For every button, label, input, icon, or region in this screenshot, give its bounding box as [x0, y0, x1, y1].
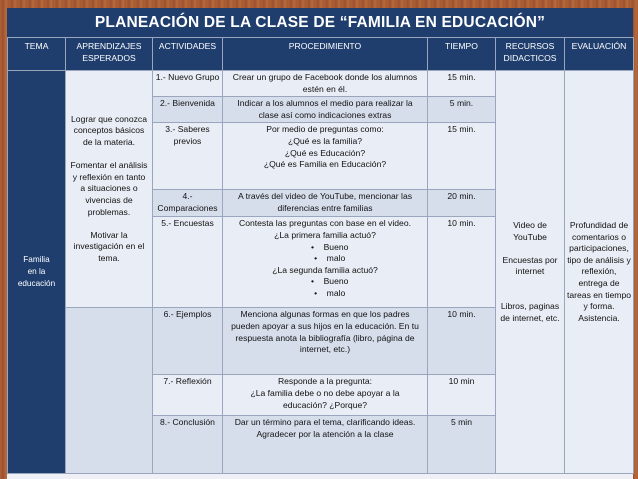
lesson-plan-table [7, 37, 634, 474]
procedimiento-cell [223, 97, 428, 123]
evaluacion-line: comentarios o [572, 231, 626, 242]
aprendizajes-line: Motivar la [90, 229, 128, 240]
aprendizajes-empty-cell [66, 308, 153, 474]
tiempo-cell: 10 min. [428, 308, 496, 375]
procedimiento-line: A través del video de YouTube, mencionar las [237, 191, 413, 202]
actividad-label: previos [173, 135, 202, 146]
evaluacion-line: tareas en tiempo [567, 289, 632, 300]
header-tiempo: TIEMPO [428, 38, 496, 71]
recursos-line: YouTube [513, 231, 547, 242]
bullet-item [225, 276, 425, 288]
header-tema: TEMA [8, 38, 66, 71]
tiempo-cell: 15 min. [428, 123, 496, 190]
actividad-label: 8.- Conclusión [160, 417, 215, 428]
evaluacion-line: y forma. [583, 301, 615, 312]
procedimiento-line: diferencias entre familias [277, 202, 373, 213]
tiempo-cell: 10 min [428, 375, 496, 416]
actividad-cell [153, 71, 223, 97]
tema-cell [8, 71, 66, 474]
aprendizajes-line: investigación en el [73, 241, 145, 252]
tiempo-cell: 5 min. [428, 97, 496, 123]
procedimiento-cell [223, 375, 428, 416]
procedimiento-line: Menciona algunas formas en que los padres [240, 309, 410, 320]
procedimiento-line: Dar un término para el tema, clarificando ideas. [234, 417, 416, 428]
recursos-line: Libros, paginas [500, 301, 560, 312]
aprendizajes-line: Fomentar el análisis [70, 160, 148, 171]
bullet-item [225, 288, 425, 300]
bullet-item [225, 242, 425, 254]
actividad-cell [153, 308, 223, 375]
tiempo-cell: 5 min [428, 416, 496, 474]
header-evaluacion: EVALUACIÓN [565, 38, 634, 71]
bullet-icon: • [314, 287, 318, 298]
bullet-icon: • [314, 253, 318, 264]
evaluacion-cell [565, 71, 634, 474]
evaluacion-line: Asistencia. [578, 312, 620, 323]
header-recursos-line: RECURSOS [505, 41, 555, 51]
aprendizajes-line: conceptos básicos [73, 125, 145, 136]
evaluacion-line: participaciones, [569, 243, 629, 254]
procedimiento-line: Indicar a los alumnos el medio para realizar la [237, 98, 413, 109]
aprendizajes-line: de la materia. [82, 137, 136, 148]
actividad-cell [153, 416, 223, 474]
header-aprendizajes-line: APRENDIZAJES [76, 41, 142, 51]
bullet-label: malo [326, 253, 346, 264]
actividad-label: 1.- Nuevo Grupo [155, 72, 220, 82]
aprendizajes-line: tema. [98, 252, 120, 263]
slide-title: PLANEACIÓN DE LA CLASE DE “FAMILIA EN EDUCACIÓN” [7, 8, 633, 37]
header-aprendizajes-line: ESPERADOS [82, 52, 136, 63]
header-aprendizajes [66, 38, 153, 71]
procedimiento-cell [223, 71, 428, 97]
aprendizajes-cell [66, 71, 153, 308]
procedimiento-line: Responde a la pregunta: [277, 376, 373, 387]
bullet-item [225, 253, 425, 265]
tiempo-cell: 20 min. [428, 190, 496, 217]
slide-page [7, 8, 633, 479]
procedimiento-line: ¿La familia debe o no debe apoyar a la [250, 387, 400, 398]
procedimiento-line: educación? ¿Porque? [282, 399, 368, 410]
evaluacion-line: tipo de análisis y [567, 254, 631, 265]
actividad-label: 5.- Encuestas [161, 218, 214, 229]
actividad-cell [153, 375, 223, 416]
actividad-label: 7.- Reflexión [163, 376, 212, 387]
header-procedimiento: PROCEDIMIENTO [223, 38, 428, 71]
procedimiento-cell [223, 308, 428, 375]
bullet-label: malo [326, 287, 346, 298]
recursos-cell [496, 71, 565, 474]
procedimiento-line: ¿Qué es Familia en Educación? [263, 159, 387, 170]
bullet-icon: • [311, 241, 315, 252]
tiempo-cell: 15 min. [428, 71, 496, 97]
header-actividades: ACTIVIDADES [153, 38, 223, 71]
actividad-label: 6.- Ejemplos [163, 309, 212, 320]
tema-line: Familia [23, 255, 50, 265]
procedimiento-line: internet, etc.) [299, 344, 351, 355]
tema-line: educación [17, 279, 56, 289]
header-recursos-line: DIDACTICOS [503, 52, 557, 63]
header-row [8, 38, 634, 71]
procedimiento-line: Agradecer por la atención a la clase [256, 428, 394, 439]
procedimiento-line: Crear un grupo de Facebook donde los alumnos [232, 72, 418, 82]
evaluacion-line: Profundidad de [569, 220, 629, 231]
evaluacion-line: entrega de [578, 277, 620, 288]
actividad-label: 3.- Saberes [165, 124, 210, 135]
recursos-line: Encuestas por [502, 254, 558, 265]
bullet-icon: • [311, 276, 315, 287]
actividad-label: 4.- [182, 191, 193, 202]
bullet-label: Bueno [323, 241, 349, 252]
procedimiento-line: clase así como indicaciones extras [258, 109, 392, 120]
recursos-line: de internet, etc. [500, 312, 560, 323]
procedimiento-line: ¿La primera familia actuó? [274, 229, 376, 240]
aprendizajes-line: Lograr que conozca [71, 113, 147, 124]
tiempo-cell: 10 min. [428, 217, 496, 308]
procedimiento-line: ¿Qué es Educación? [284, 147, 366, 158]
procedimiento-cell [223, 190, 428, 217]
procedimiento-line: estén en él. [302, 83, 348, 94]
aprendizajes-line: y reflexión en tanto [72, 171, 146, 182]
recursos-line: Video de [513, 220, 547, 231]
procedimiento-cell [223, 217, 428, 308]
actividad-cell [153, 217, 223, 308]
actividad-cell [153, 123, 223, 190]
aprendizajes-line: problemas. [87, 206, 131, 217]
table-row [8, 71, 634, 97]
recursos-line: internet [515, 266, 545, 277]
procedimiento-line: pueden apoyar a sus hijos en la educación. En tu [231, 320, 419, 331]
procedimiento-line: Contesta las preguntas con base en el video. [239, 218, 411, 229]
procedimiento-cell [223, 416, 428, 474]
actividad-cell [153, 190, 223, 217]
header-recursos [496, 38, 565, 71]
procedimiento-line: Por medio de preguntas como: [266, 124, 384, 135]
bullet-label: Bueno [323, 276, 349, 287]
aprendizajes-line: vivencias de [85, 194, 133, 205]
aprendizajes-line: a situaciones o [80, 183, 138, 194]
tema-line: en la [27, 267, 46, 277]
procedimiento-line: ¿Qué es la familia? [287, 135, 363, 146]
procedimiento-cell [223, 123, 428, 190]
evaluacion-line: reflexión, [581, 266, 617, 277]
actividad-label: 2.- Bienvenida [160, 98, 215, 109]
procedimiento-line: ¿La segunda familia actuó? [272, 264, 378, 275]
actividad-cell [153, 97, 223, 123]
procedimiento-line: respuesta anota la bibliografía (libro, página de [235, 332, 415, 343]
actividad-label: Comparaciones [157, 202, 218, 213]
